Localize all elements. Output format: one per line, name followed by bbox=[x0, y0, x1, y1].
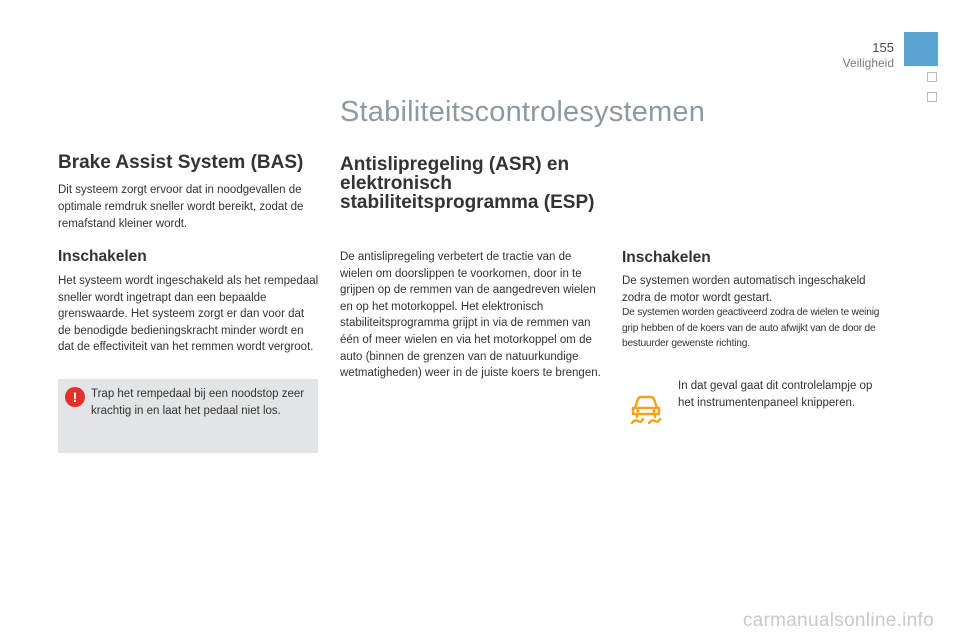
page-number: 155 bbox=[872, 40, 894, 55]
section-tab-marker bbox=[904, 32, 938, 66]
skidding-car-icon bbox=[628, 390, 664, 426]
esp-activate-heading: Inschakelen bbox=[622, 249, 711, 266]
warning-note-text: Trap het rempedaal bij een noodstop zeer krachtig in en laat het pedaal niet los. bbox=[91, 388, 305, 417]
watermark: carmanualsonline.info bbox=[742, 610, 934, 631]
tab-box bbox=[927, 92, 937, 102]
exclamation-circle-icon: ! bbox=[65, 387, 85, 407]
page-title: Stabiliteitscontrolesystemen bbox=[340, 96, 706, 128]
section-label: Veiligheid bbox=[842, 56, 894, 70]
bas-heading: Brake Assist System (BAS) bbox=[58, 152, 304, 173]
bas-activate-text: Het systeem wordt ingeschakeld als het rempedaal sneller wordt ingetrapt dan een bepaalde grenswaarde. Het systeem zorgt er dan voor dat de benodigde bedieningskracht minder wordt en dat de effectiviteit van het remmen wordt vergroot. bbox=[58, 275, 319, 354]
esp-lamp-text: In dat geval gaat dit controlelampje op het instrumentenpaneel knipperen. bbox=[678, 380, 873, 409]
bas-activate-heading: Inschakelen bbox=[58, 248, 147, 265]
asr-esp-description: De antislipregeling verbetert de tractie van de wielen om doorslippen te voorkomen, door in te grijpen op de remmen van de aangedreven wielen en op het motorkoppel. Het elektronisch stabiliteitsprogramma grijpt in via de remmen van één of meer wielen en via het motorkoppel om de auto (binnen de grenzen van de natuurkundige wetmatigheden) weer in de juiste koers te brengen. bbox=[340, 251, 601, 380]
asr-esp-heading: Antislipregeling (ASR) en elektronisch stabiliteitsprogramma (ESP) bbox=[340, 154, 595, 213]
esp-activate-detail-text: De systemen worden geactiveerd zodra de wielen te weinig grip hebben of de koers van de auto afwijkt van de door de bestuurder gewenste richting. bbox=[622, 307, 880, 350]
tab-box bbox=[927, 72, 937, 82]
bas-intro-text: Dit systeem zorgt ervoor dat in noodgevallen de optimale remdruk sneller wordt bereikt, zodat de remafstand kleiner wordt. bbox=[58, 184, 304, 230]
esp-activate-text: De systemen worden automatisch ingeschakeld zodra de motor wordt gestart. bbox=[622, 275, 866, 304]
